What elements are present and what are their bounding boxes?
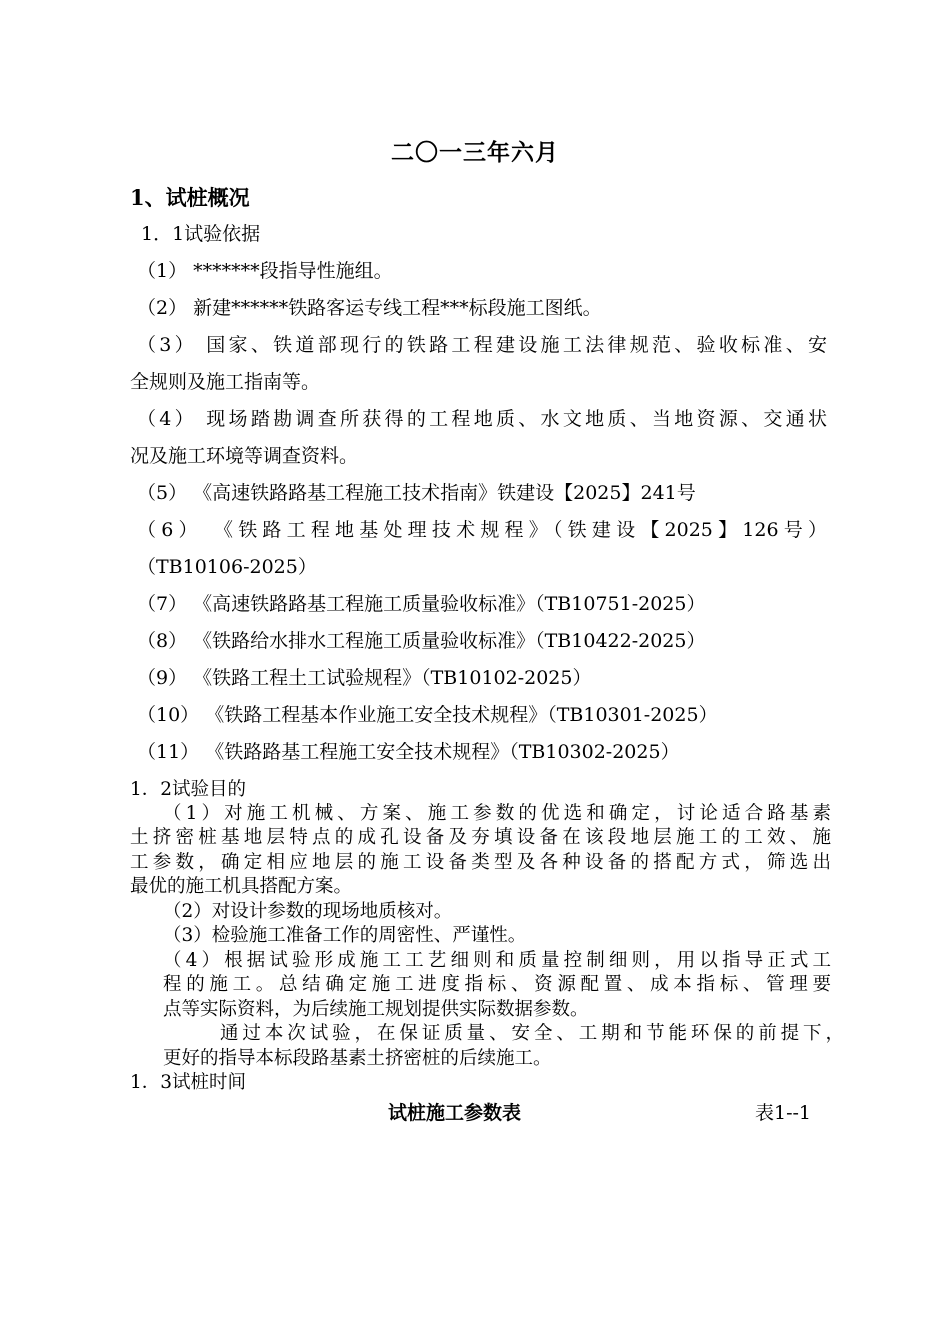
basis-item: （7） 《高速铁路路基工程施工质量验收标准》（TB10751-2025） (137, 593, 706, 615)
purpose-line: 更好的指导本标段路基素土挤密桩的后续施工。 (163, 1048, 552, 1069)
basis-item-continuation: 况及施工环境等调查资料。 (130, 445, 359, 467)
basis-item: （2） 新建******铁路客运专线工程***标段施工图纸。 (137, 297, 602, 319)
basis-item: （10） 《铁路工程基本作业施工安全技术规程》（TB10301-2025） (137, 704, 718, 726)
subsection-heading-time: 1．3试桩时间 (130, 1072, 247, 1093)
date-line: 二〇一三年六月 (391, 139, 559, 166)
basis-item: （6） 《铁路工程地基处理技术规程》（铁建设【2025】126号） (137, 519, 827, 541)
subsection-heading-purpose: 1．2试验目的 (130, 779, 247, 800)
basis-item: （5） 《高速铁路路基工程施工技术指南》铁建设【2025】241号 (137, 482, 696, 504)
basis-item: （1） *******段指导性施组。 (137, 260, 393, 282)
purpose-line: 通过本次试验，在保证质量、安全、工期和节能环保的前提下， (220, 1023, 844, 1044)
purpose-line: 工参数，确定相应地层的施工设备类型及各种设备的搭配方式，筛选出 (130, 852, 831, 873)
basis-item: （3） 国家、铁道部现行的铁路工程建设施工法律规范、验收标准、安 (137, 334, 827, 356)
basis-item: （9） 《铁路工程土工试验规程》（TB10102-2025） (137, 667, 592, 689)
section-heading: 1、试桩概况 (130, 185, 250, 210)
subsection-heading-basis: 1．1试验依据 (141, 223, 261, 245)
purpose-line: 点等实际资料，为后续施工规划提供实际数据参数。 (163, 999, 589, 1020)
basis-item-continuation: （TB10106-2025） (137, 556, 317, 578)
purpose-line: 土挤密桩基地层特点的成孔设备及夯填设备在该段地层施工的工效、施 (130, 827, 831, 848)
table-title: 试桩施工参数表 (388, 1102, 522, 1124)
purpose-line: （3）检验施工准备工作的周密性、严谨性。 (163, 925, 527, 946)
basis-item-continuation: 全规则及施工指南等。 (130, 371, 321, 393)
purpose-line: 程的施工。总结确定施工进度指标、资源配置、成本指标、管理要 (163, 974, 831, 995)
basis-item: （11） 《铁路路基工程施工安全技术规程》（TB10302-2025） (137, 741, 680, 763)
purpose-line: （2）对设计参数的现场地质核对。 (163, 901, 453, 922)
purpose-line: （4）根据试验形成施工工艺细则和质量控制细则，用以指导正式工 (163, 950, 831, 971)
table-number: 表1--1 (755, 1102, 812, 1124)
purpose-line: （1）对施工机械、方案、施工参数的优选和确定，讨论适合路基素 (163, 803, 831, 824)
basis-item: （4） 现场踏勘调查所获得的工程地质、水文地质、当地资源、交通状 (137, 408, 827, 430)
basis-item: （8） 《铁路给水排水工程施工质量验收标准》（TB10422-2025） (137, 630, 706, 652)
purpose-line: 最优的施工机具搭配方案。 (130, 876, 353, 897)
